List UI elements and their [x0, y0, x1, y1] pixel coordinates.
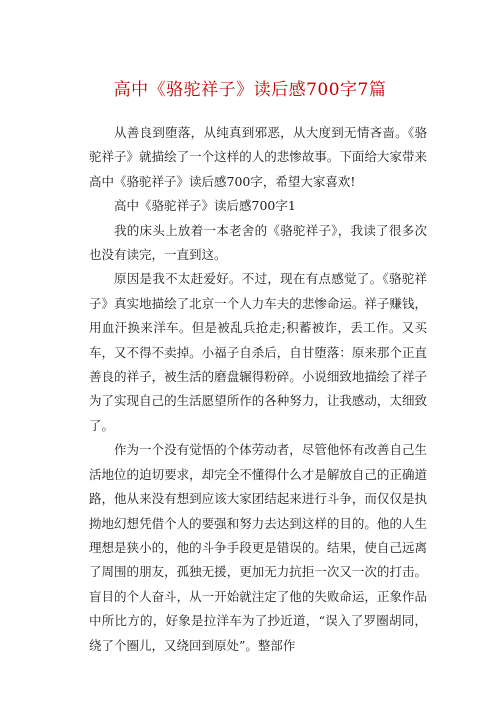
section-heading: 高中《骆驼祥子》读后感700字1	[114, 198, 296, 214]
document-title: 高中《骆驼祥子》读后感700字7篇	[113, 80, 387, 100]
body-paragraph: 我的床头上放着一本老舍的《骆驼祥子》，我读了很多次也没有读完，一直到这。	[89, 222, 427, 263]
intro-paragraph: 从善良到堕落，从纯真到邪恶，从大度到无情吝啬。《骆驼祥子》就描绘了一个这样的人的悲惨故事。下面给大家带来高中《骆驼祥子》读后感700字，希望大家喜欢!	[89, 125, 427, 189]
document-body	[89, 121, 427, 658]
body-paragraph: 作为一个没有觉悟的个体劳动者，尽管他怀有改善自己生活地位的迫切要求，却完全不懂得什么才是解放自己的正确道路，他从来没有想到应该大家团结起来进行斗争，而仅仅是执拗地幻想凭借个人的要强和努力去达到这样的目的。他的人生理想是狭小的，他的斗争手段更是错误的。结果，使自己远离了周围的朋友，孤独无援，更加无力抗拒一次又一次的打击。盲目的个人奋斗，从一开始就注定了他的失败命运，正象作品中所比方的，好象是拉洋车为了抄近道，“误入了罗圈胡同，绕了个圈儿，又绕回到原处”。整部作	[89, 442, 427, 653]
body-paragraph: 原因是我不太赶爱好。不过，现在有点感觉了。《骆驼祥子》真实地描绘了北京一个人力车夫的悲惨命运。祥子赚钱，用血汗换来洋车。但是被乱兵抢走;积蓄被诈，丢工作。又买车，又不得不卖掉。小福子自杀后，自甘堕落：原来那个正直善良的祥子，被生活的磨盘辗得粉碎。小说细致地描绘了祥子为了实现自己的生活愿望所作的各种努力，让我感动，太细致了。	[89, 271, 427, 433]
